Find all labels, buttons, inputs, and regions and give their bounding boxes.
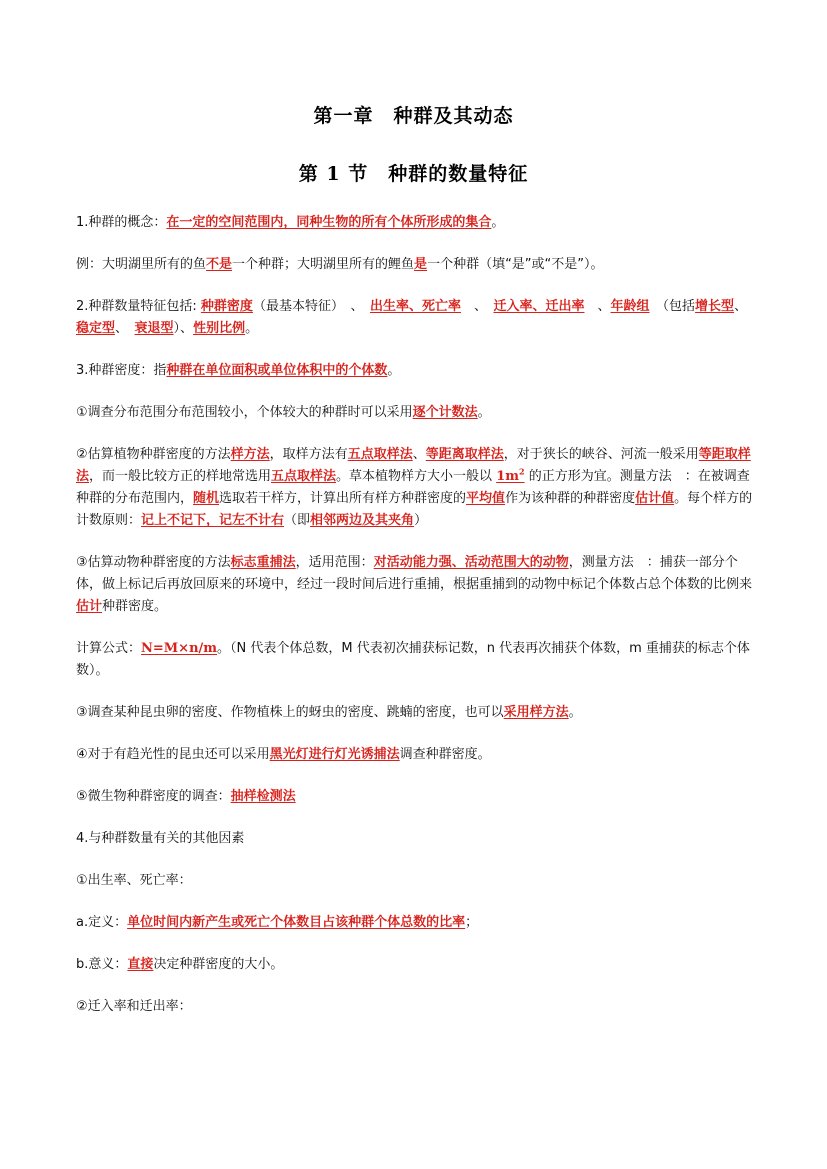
text: ，取样方法有 (269, 447, 348, 462)
text: ③调查某种昆虫卵的密度、作物植株上的蚜虫的密度、跳蝻的密度，也可以 (76, 705, 504, 720)
answer: 估计 (76, 599, 103, 614)
text: ②估算植物种群密度的方法 (76, 447, 231, 462)
answer-area (496, 466, 525, 484)
answer: 出生率、死亡率 (369, 299, 461, 314)
answer: 样方法 (230, 447, 270, 462)
answer: 等距取样法 (76, 447, 751, 484)
text: 例：大明湖里所有的鱼 (76, 257, 207, 272)
paragraph-birth-death (76, 870, 756, 892)
paragraph-insect-eggs (76, 702, 756, 724)
text: b.意义： (76, 957, 128, 972)
answer: 标志重捕法 (230, 555, 296, 570)
text: 。 (568, 705, 582, 720)
answer: 性别比例 (193, 321, 246, 336)
answer: 采用样方法 (503, 705, 569, 720)
paragraph-density-definition (76, 360, 756, 382)
text: 、 (460, 299, 494, 314)
paragraph-light-trap (76, 744, 756, 766)
text: 、 (584, 299, 611, 314)
paragraph-other-factors (76, 828, 756, 850)
chapter-title: 第一章 种群及其动态 (313, 105, 514, 127)
paragraph-population-concept (76, 212, 756, 234)
text: ①调查分布范围分布范围较小，个体较大的种群时可以采用 (76, 405, 413, 420)
text: ）、 (173, 321, 194, 336)
text: ，而一般比较方正的样地常选用 (89, 469, 272, 484)
answer: 直接 (127, 957, 154, 972)
text: 4.与种群数量有关的其他因素 (76, 831, 245, 846)
paragraph-microbe-density (76, 786, 756, 808)
text: 作为该种群的种群密度 (505, 491, 636, 506)
section-title: 第 1 节 种群的数量特征 (298, 163, 529, 185)
text: ，适用范围： (295, 555, 374, 570)
answer: 等距离取样法 (425, 447, 504, 462)
answer: 增长型 (695, 299, 735, 314)
formula-answer: N=M×n/m (141, 641, 218, 656)
text: ） (414, 513, 428, 528)
answer: 相邻两边及其夹角 (310, 513, 415, 528)
answer: 在一定的空间范围内，同种生物的所有个体所形成的集合 (166, 215, 492, 230)
text: （包括 (649, 299, 696, 314)
superscript: 2 (519, 466, 525, 477)
area-value: 1m (496, 469, 519, 484)
answer: 不是 (206, 257, 233, 272)
answer: 抽样检测法 (230, 789, 296, 804)
answer: 五点取样法 (271, 469, 337, 484)
text: 。 (491, 215, 505, 230)
text: 、 (412, 447, 426, 462)
answer: 年龄组 (610, 299, 650, 314)
text: 1.种群的概念： (76, 215, 167, 230)
text: ②迁入率和迁出率： (76, 999, 192, 1014)
answer: 黑光灯进行灯光诱捕法 (269, 747, 400, 762)
answer: 稳定型 (76, 321, 116, 336)
answer: 是 (414, 257, 428, 272)
text: 3.种群密度：指 (76, 363, 167, 378)
text: 、 (115, 321, 135, 336)
paragraph-quantity-features (76, 296, 756, 340)
text: ； (465, 915, 479, 930)
answer: 种群在单位面积或单位体积中的个体数 (166, 363, 388, 378)
answer: 逐个计数法 (412, 405, 478, 420)
answer: 衰退型 (134, 321, 174, 336)
paragraph-significance (76, 954, 756, 976)
text: ，对于狭长的峡谷、河流一般采用 (503, 447, 699, 462)
document-body (76, 212, 756, 1038)
text: ③估算动物种群密度的方法 (76, 555, 231, 570)
text: 一个种群；大明湖里所有的鲤鱼 (232, 257, 415, 272)
text: （最基本特征） 、 (252, 299, 370, 314)
text: 。 (477, 405, 491, 420)
text: 的正方形为宜。测量方法 ：在被调查种群的分布范围内， (76, 469, 750, 506)
text: 一个种群（填“是”或“不是”）。 (427, 257, 604, 272)
paragraph-quadrat-method (76, 444, 756, 532)
paragraph-mark-recapture (76, 552, 756, 618)
paragraph-count-method (76, 402, 756, 424)
text: 、 (734, 299, 748, 314)
paragraph-definition (76, 912, 756, 934)
answer: 迁入率、迁出率 (493, 299, 585, 314)
text: 。（N 代表个体总数，M 代表初次捕获标记数，n 代表再次捕获个体数，m 重捕获的标志个体数）。 (76, 641, 750, 678)
answer: 种群密度 (200, 299, 253, 314)
text: 种群密度。 (102, 599, 168, 614)
text: a.定义： (76, 915, 128, 930)
answer: 随机 (193, 491, 220, 506)
paragraph-formula (76, 638, 756, 682)
answer: 平均值 (466, 491, 506, 506)
text: 。 (245, 321, 259, 336)
answer: 估计值 (635, 491, 675, 506)
text: ，测量方法 ：捕获一部分个体，做上标记后再放回原来的环境中，经过一段时间后进行重捕，根据重捕到的动物中标记个体数占总个体数的比例来 (76, 555, 753, 592)
text: ④对于有趋光性的昆虫还可以采用 (76, 747, 270, 762)
text: 2.种群数量特征包括: (76, 299, 201, 314)
text: 决定种群密度的大小。 (153, 957, 284, 972)
paragraph-example (76, 254, 756, 276)
text: （即 (284, 513, 311, 528)
text: ①出生率、死亡率： (76, 873, 192, 888)
answer: 记上不记下，记左不计右 (141, 513, 285, 528)
answer: 单位时间内新产生或死亡个体数目占该种群个体总数的比率 (127, 915, 466, 930)
text: 。每个样方的计数原则： (76, 491, 753, 528)
answer: 五点取样法 (347, 447, 413, 462)
paragraph-migration (76, 996, 756, 1018)
text: 。草本植物样方大小一般以 (336, 469, 497, 484)
text: ⑤微生物种群密度的调查： (76, 789, 231, 804)
text: 调查种群密度。 (399, 747, 491, 762)
text: 计算公式： (76, 641, 142, 656)
answer: 对活动能力强、活动范围大的动物 (373, 555, 569, 570)
text: 。 (387, 363, 401, 378)
text: 选取若干样方，计算出所有样方种群密度的 (219, 491, 467, 506)
